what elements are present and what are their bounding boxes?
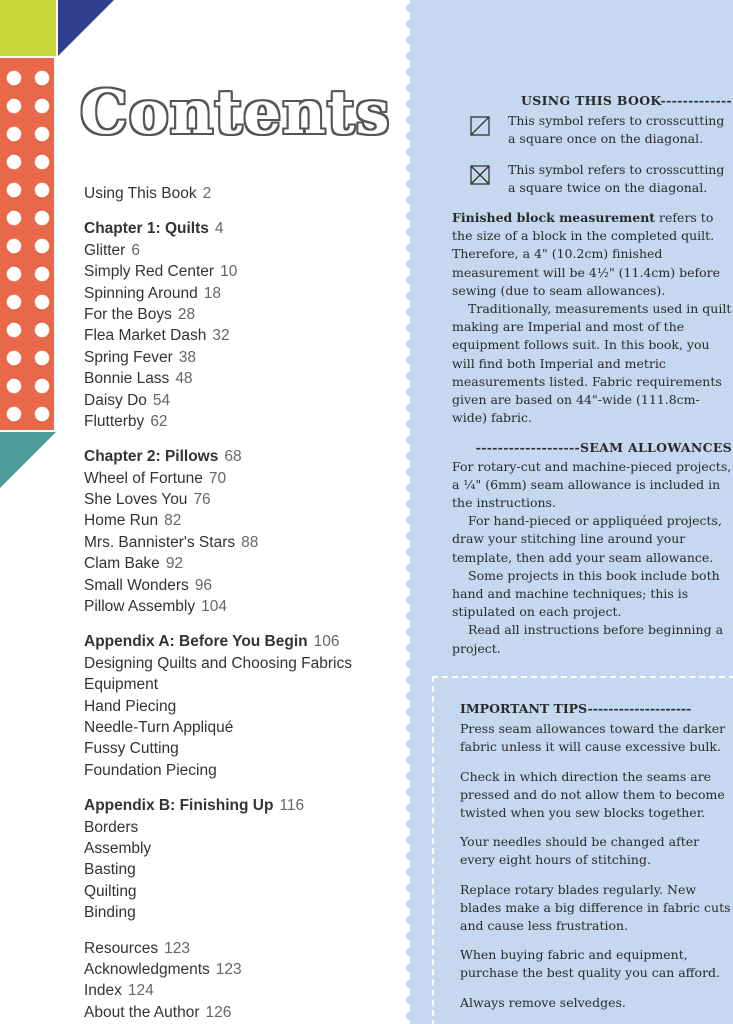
term-finished-block: Finished block measurement — [452, 210, 656, 226]
toc-label: Spinning Around — [84, 284, 198, 302]
tips-section — [460, 700, 732, 1023]
toc-label: Spring Fever — [84, 348, 173, 366]
tip-item: Check in which direction the seams are pressed and do not allow them to become twisted when you sew blocks together. — [460, 768, 725, 821]
toc-entry[interactable] — [84, 980, 404, 1001]
toc-page: 116 — [279, 797, 305, 815]
toc-label: Mrs. Bannister's Stars — [84, 533, 236, 551]
seam-paragraph: Read all instructions before beginning a project. — [452, 622, 724, 656]
single-diagonal-icon — [470, 116, 490, 136]
toc-label: Simply Red Center — [84, 263, 215, 281]
toc-entry[interactable] — [84, 283, 404, 304]
toc-page: 126 — [205, 1003, 232, 1021]
block-measurement-paragraph — [452, 209, 732, 300]
symbol-once-text: This symbol refers to crosscutting a square once on the diagonal. — [508, 113, 725, 147]
toc-entry[interactable] — [84, 959, 404, 980]
tip-item: Press seam allowances toward the darker fabric unless it will cause excessive bulk. — [460, 721, 726, 755]
toc-page: 123 — [164, 939, 190, 957]
spacer — [84, 617, 404, 631]
polka-dot-strip — [0, 58, 54, 430]
toc-page: 62 — [150, 412, 168, 430]
toc-heading[interactable] — [84, 218, 404, 239]
toc-label: Flea Market Dash — [84, 327, 207, 345]
toc-entry[interactable] — [84, 411, 404, 432]
toc-entry[interactable] — [84, 696, 404, 717]
toc-page: 18 — [203, 284, 222, 302]
toc-label: Acknowledgments — [84, 960, 210, 978]
seam-paragraph: For rotary-cut and machine-pieced projects, a ¼" (6mm) seam allowance is included in the instructions. — [452, 458, 732, 511]
toc-label: Glitter — [84, 241, 126, 259]
toc-label: Needle-Turn Appliqué — [84, 718, 234, 736]
toc-heading[interactable] — [84, 631, 404, 652]
toc-label: For the Boys — [84, 305, 172, 323]
page-title: Contents — [80, 78, 391, 148]
toc-entry[interactable] — [84, 859, 404, 880]
spacer — [84, 432, 404, 446]
toc-page: 6 — [131, 241, 140, 259]
seam-heading: -------------------SEAM ALLOWANCES — [475, 440, 732, 456]
toc-entry[interactable] — [84, 510, 404, 531]
toc-page: 28 — [177, 305, 196, 323]
toc-label: Resources — [84, 939, 159, 957]
toc-page: 68 — [224, 448, 242, 466]
toc-label: Quilting — [84, 882, 137, 900]
toc-label: Clam Bake — [84, 555, 160, 573]
toc-page: 82 — [164, 512, 182, 530]
toc-page: 38 — [178, 348, 196, 366]
toc-entry[interactable] — [84, 902, 404, 923]
toc-entry[interactable] — [84, 304, 404, 325]
toc-label: Fussy Cutting — [84, 740, 179, 758]
toc-page: 92 — [165, 555, 184, 573]
toc-heading[interactable] — [84, 795, 404, 816]
toc-page: 70 — [208, 469, 227, 487]
toc-entry[interactable] — [84, 596, 404, 617]
tip-item: Always remove selvedges. — [460, 994, 626, 1010]
toc-entry[interactable] — [84, 674, 404, 695]
toc-heading[interactable] — [84, 446, 404, 467]
toc-label: Flutterby — [84, 412, 145, 430]
toc-entry[interactable] — [84, 881, 404, 902]
spacer — [84, 924, 404, 938]
toc-label: Appendix B: Finishing Up — [84, 797, 274, 815]
toc-label: Pillow Assembly — [84, 598, 196, 616]
symbol-twice — [452, 161, 732, 197]
toc-label: Home Run — [84, 512, 159, 530]
toc-label: Bonnie Lass — [84, 370, 170, 388]
toc-label: Equipment — [84, 676, 159, 694]
toc-page: 2 — [202, 185, 212, 202]
toc-page: 4 — [214, 220, 224, 238]
toc-page: 88 — [241, 533, 259, 551]
toc-label: Binding — [84, 904, 136, 922]
double-diagonal-icon — [470, 165, 490, 185]
toc-page: 48 — [175, 370, 193, 388]
toc-entry[interactable] — [84, 553, 404, 574]
toc-entry[interactable] — [84, 390, 404, 411]
tip-item: Replace rotary blades regularly. New blades make a big difference in fabric cuts and cause less frustration. — [460, 881, 731, 934]
toc-entry[interactable] — [84, 760, 404, 781]
toc-page: 76 — [193, 491, 211, 509]
toc-entry[interactable] — [84, 240, 404, 261]
seam-paragraph: Some projects in this book include both hand and machine techniques; this is stipulated on each project. — [452, 567, 720, 620]
toc-page: 123 — [215, 960, 242, 978]
toc-entry[interactable] — [84, 653, 404, 674]
spacer — [84, 204, 404, 218]
using-section — [452, 92, 732, 658]
teal-triangle — [0, 432, 56, 488]
toc-list — [84, 183, 404, 1023]
toc-entry[interactable] — [84, 738, 404, 759]
green-block — [0, 0, 56, 56]
toc-page: 32 — [212, 327, 230, 345]
toc-entry[interactable] — [84, 347, 404, 368]
toc-label: Hand Piecing — [84, 697, 177, 715]
symbol-once — [452, 112, 732, 148]
toc-label: Using This Book — [84, 185, 197, 202]
toc-entry[interactable] — [84, 938, 404, 959]
toc-label: About the Author — [84, 1003, 200, 1021]
toc-label: Borders — [84, 818, 139, 836]
toc-page: 96 — [194, 576, 213, 594]
measurements-paragraph: Traditionally, measurements used in quilt making are Imperial and most of the equipment follows suit. In this book, you will find both Imperial and metric measurements listed. Fabric requirements given are based on 44"-wide (111.8cm-wide) fabric. — [452, 301, 732, 426]
tips-heading: IMPORTANT TIPS-------------------- — [460, 701, 692, 716]
toc-entry[interactable] — [84, 532, 404, 553]
toc-entry[interactable] — [84, 1002, 404, 1023]
toc-entry[interactable] — [84, 183, 404, 204]
tip-item: Your needles should be changed after every eight hours of stitching. — [460, 834, 700, 868]
toc-page: 104 — [201, 598, 227, 616]
toc-entry[interactable] — [84, 489, 404, 510]
toc-page: 106 — [313, 633, 340, 651]
toc-entry[interactable] — [84, 368, 404, 389]
scalloped-edge — [402, 0, 418, 1024]
toc-entry[interactable] — [84, 575, 404, 596]
toc-entry[interactable] — [84, 838, 404, 859]
toc-entry[interactable] — [84, 325, 404, 346]
toc-entry[interactable] — [84, 468, 404, 489]
toc-label: Basting — [84, 861, 136, 879]
using-heading: USING THIS BOOK------------- — [521, 93, 732, 108]
toc-label: Wheel of Fortune — [84, 469, 203, 487]
toc-entry[interactable] — [84, 261, 404, 282]
toc-label: Foundation Piecing — [84, 761, 217, 779]
tip-item: When buying fabric and equipment, purchase the best quality you can afford. — [460, 947, 721, 981]
symbol-twice-text: This symbol refers to crosscutting a square twice on the diagonal. — [508, 161, 725, 195]
spacer — [84, 781, 404, 795]
navy-triangle — [58, 0, 114, 56]
toc-label: Daisy Do — [84, 391, 147, 409]
seam-paragraph: For hand-pieced or appliquéed projects, draw your stitching line around your template, then add your seam allowance. — [452, 513, 722, 565]
toc-label: Index — [84, 982, 122, 1000]
definition: refers to the size of a block in the completed quilt. Therefore, a 4" (10.2cm) finished measurement will be 4½" (11.4cm) before sewing (due to seam allowances). — [452, 210, 721, 298]
toc-entry[interactable] — [84, 817, 404, 838]
toc-entry[interactable] — [84, 717, 404, 738]
toc-label: Chapter 2: Pillows — [84, 448, 219, 466]
toc-label: Assembly — [84, 839, 152, 857]
toc-page: 10 — [220, 263, 238, 281]
toc-page: 54 — [152, 391, 171, 409]
spacer — [452, 197, 732, 209]
spacer — [452, 427, 732, 439]
toc-label: She Loves You — [84, 491, 188, 509]
toc-label: Appendix A: Before You Begin — [84, 633, 308, 651]
toc-label: Chapter 1: Quilts — [84, 220, 209, 238]
toc-label: Small Wonders — [84, 576, 189, 594]
toc-label: Designing Quilts and Choosing Fabrics — [84, 654, 352, 672]
toc-page: 124 — [127, 982, 154, 1000]
